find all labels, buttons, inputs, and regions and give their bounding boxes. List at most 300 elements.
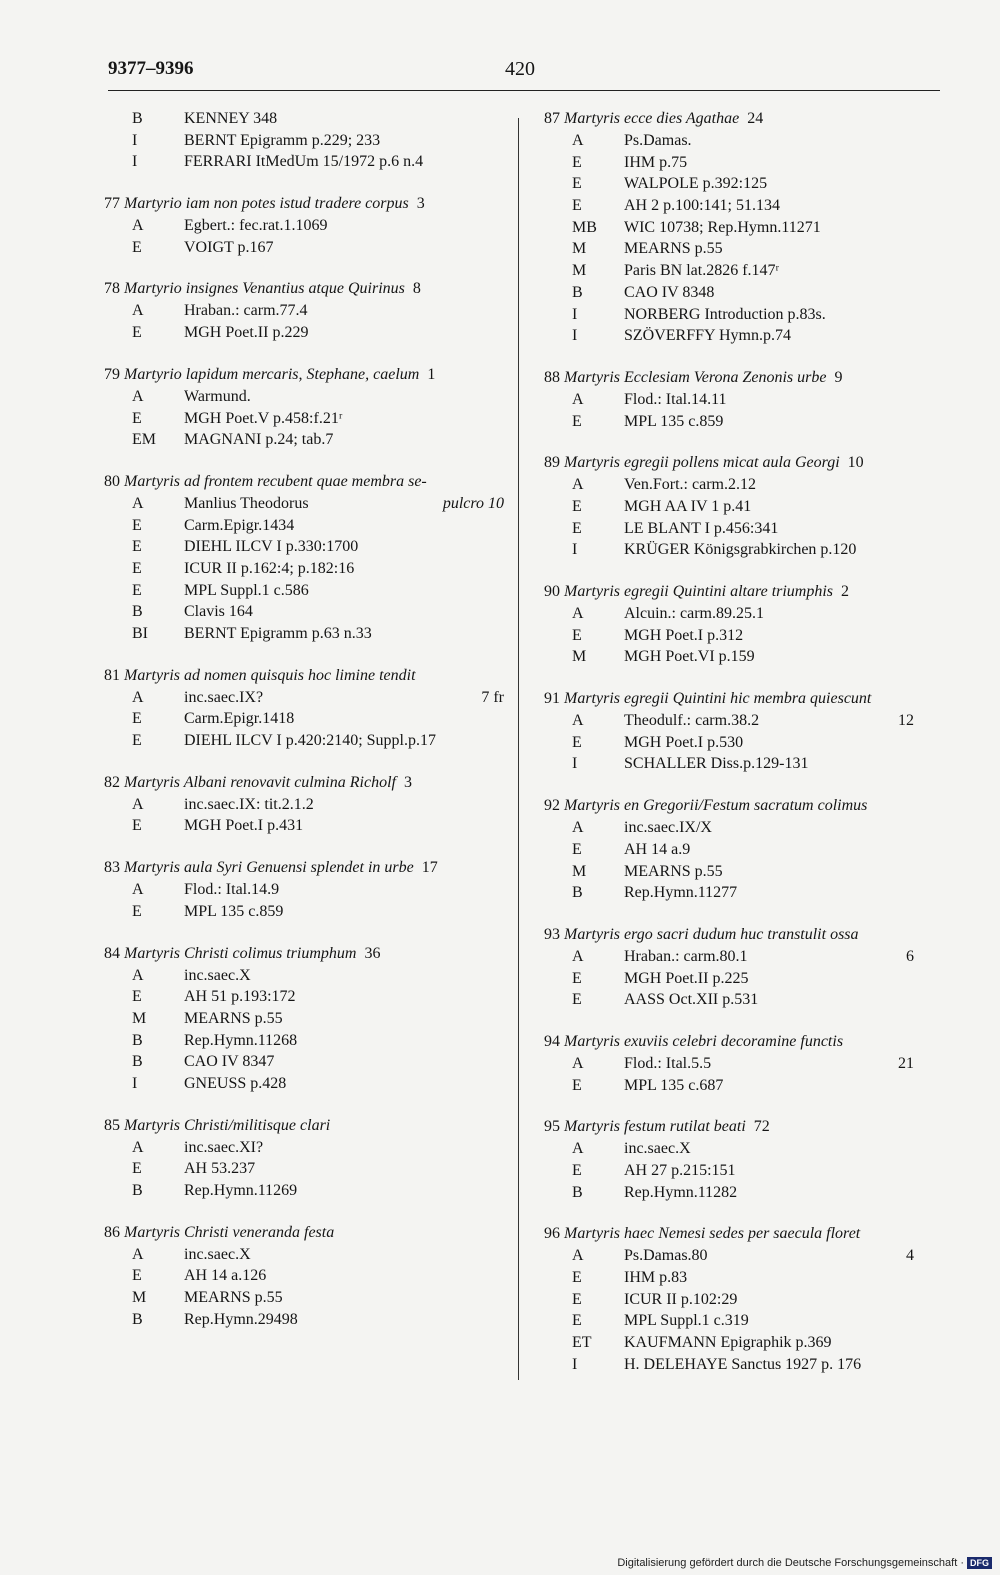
reference-code: E <box>572 840 582 858</box>
entry-heading <box>104 364 514 386</box>
reference-text: inc.saec.XI? <box>184 1138 264 1156</box>
entry-heading <box>104 1222 514 1244</box>
reference-code: B <box>132 110 143 127</box>
reference-text: MEARNS p.55 <box>184 1009 283 1027</box>
reference-text: inc.saec.X <box>184 1245 251 1263</box>
reference-row <box>104 965 514 987</box>
reference-text: FERRARI ItMedUm 15/1972 p.6 n.4 <box>184 153 424 171</box>
reference-aside: 6 <box>906 947 914 965</box>
reference-row <box>544 260 944 282</box>
reference-code: I <box>132 153 138 171</box>
reference-row <box>104 580 514 602</box>
reference-code: I <box>572 541 578 559</box>
reference-text: MPL 135 c.687 <box>624 1076 724 1094</box>
reference-row <box>544 710 944 732</box>
reference-code: A <box>132 881 144 899</box>
reference-code: A <box>132 966 144 984</box>
reference-row <box>104 601 514 623</box>
entry <box>104 943 514 1095</box>
entry-count: 24 <box>747 110 764 127</box>
entry-number: 93 <box>544 925 560 943</box>
reference-row <box>104 1008 514 1030</box>
reference-row <box>104 708 514 730</box>
reference-text: inc.saec.X <box>624 1140 691 1158</box>
left-column <box>104 108 514 1350</box>
reference-row <box>544 539 944 561</box>
reference-row <box>544 173 944 195</box>
reference-text: CAO IV 8348 <box>624 283 715 301</box>
reference-row <box>544 238 944 260</box>
reference-text: MGH Poet.VI p.159 <box>624 648 755 666</box>
entry-number: 92 <box>544 797 560 815</box>
reference-code: E <box>132 988 142 1006</box>
reference-code: A <box>132 387 144 405</box>
reference-text: H. DELEHAYE Sanctus 1927 p. 176 <box>624 1355 862 1373</box>
reference-row <box>544 817 944 839</box>
reference-code: A <box>132 302 144 320</box>
entry-heading <box>544 1223 944 1245</box>
reference-row <box>544 625 944 647</box>
reference-text: MEARNS p.55 <box>624 240 723 258</box>
entry <box>104 108 514 173</box>
reference-code: I <box>572 305 578 323</box>
entry-count: 10 <box>847 454 864 472</box>
reference-row <box>104 515 514 537</box>
reference-row <box>104 215 514 237</box>
entry <box>544 108 944 347</box>
reference-row <box>104 623 514 645</box>
entry-heading <box>104 943 514 965</box>
column-divider <box>518 118 519 1380</box>
reference-code: E <box>132 324 142 342</box>
reference-row <box>104 558 514 580</box>
reference-code: E <box>572 412 582 430</box>
entry-incipit: Martyris ergo sacri dudum huc transtulit ossa <box>564 925 859 943</box>
reference-code: E <box>572 1312 582 1330</box>
reference-code: E <box>572 519 582 537</box>
reference-row <box>544 304 944 326</box>
entry-heading <box>104 1115 514 1137</box>
entry-number: 88 <box>544 368 560 386</box>
reference-code: A <box>572 1140 584 1158</box>
entry-number: 80 <box>104 472 120 490</box>
reference-text: MPL 135 c.859 <box>184 902 284 920</box>
reference-text: BERNT Epigramm p.229; 233 <box>184 131 381 149</box>
reference-code: E <box>572 1269 582 1287</box>
reference-code: I <box>572 1355 578 1373</box>
entry-number: 90 <box>544 583 560 600</box>
reference-row <box>104 1309 514 1331</box>
entry-incipit: Martyris en Gregorii/Festum sacratum colimus <box>564 797 868 815</box>
footer-text: Digitalisierung gefördert durch die Deutsche Forschungsgemeinschaft · <box>617 1556 964 1569</box>
entry-number: 81 <box>104 666 120 684</box>
reference-text: MGH Poet.II p.225 <box>624 969 749 987</box>
reference-row <box>104 901 514 923</box>
reference-row <box>544 989 944 1011</box>
reference-aside: pulcro 10 <box>442 494 504 512</box>
reference-text: inc.saec.IX: tit.2.1.2 <box>184 795 314 813</box>
entry-incipit: Martyris aula Syri Genuensi splendet in urbe <box>124 859 414 877</box>
entry-incipit: Martyrio lapidum mercaris, Stephane, caelum <box>124 365 420 383</box>
entry <box>544 795 944 904</box>
entry <box>544 581 944 668</box>
reference-text: MGH AA IV 1 p.41 <box>624 497 752 515</box>
entry-incipit: Martyris egregii Quintini hic membra quiescunt <box>564 690 872 708</box>
reference-text: AH 14 a.9 <box>624 840 691 858</box>
reference-text: MPL 135 c.859 <box>624 412 724 430</box>
entry <box>104 278 514 343</box>
reference-text: Paris BN lat.2826 f.147ʳ <box>624 262 780 280</box>
reference-aside: 7 fr <box>481 688 504 706</box>
entry-count: 1 <box>427 365 436 383</box>
entry-incipit: Martyris ad nomen quisquis hoc limine tendit <box>124 666 416 684</box>
reference-code: B <box>132 1182 143 1199</box>
reference-row <box>104 108 514 130</box>
reference-text: Flod.: Ital.14.11 <box>624 390 727 408</box>
reference-row <box>544 1053 944 1075</box>
entry-incipit: Martyris Christi veneranda festa <box>124 1223 335 1241</box>
entry <box>544 1116 944 1203</box>
reference-text: Carm.Epigr.1434 <box>184 516 295 534</box>
reference-code: E <box>132 1160 142 1178</box>
reference-code: B <box>572 884 583 902</box>
reference-row <box>104 687 514 709</box>
reference-code: A <box>572 712 584 730</box>
reference-text: AH 51 p.193:172 <box>184 988 296 1006</box>
reference-row <box>104 1287 514 1309</box>
reference-text: MPL Suppl.1 c.319 <box>624 1312 749 1330</box>
entry-count: 72 <box>753 1118 770 1136</box>
reference-text: inc.saec.X <box>184 966 251 984</box>
reference-row <box>104 1158 514 1180</box>
reference-row <box>544 282 944 304</box>
entry <box>104 193 514 258</box>
reference-row <box>104 322 514 344</box>
reference-code: E <box>132 238 142 256</box>
reference-text: Flod.: Ital.5.5 <box>624 1054 712 1072</box>
reference-code: M <box>572 240 587 258</box>
reference-code: B <box>572 283 583 301</box>
reference-code: A <box>132 1245 144 1263</box>
reference-row <box>544 1289 944 1311</box>
reference-code: E <box>572 626 582 644</box>
entry-number: 96 <box>544 1225 560 1243</box>
reference-row <box>104 1137 514 1159</box>
reference-row <box>104 1180 514 1202</box>
reference-code: A <box>572 1054 584 1072</box>
reference-row <box>104 986 514 1008</box>
entry-count: 17 <box>421 859 438 877</box>
reference-code: E <box>132 817 142 835</box>
reference-text: KAUFMANN Epigraphik p.369 <box>624 1334 832 1352</box>
reference-code: I <box>132 131 138 149</box>
reference-code: E <box>572 1076 582 1094</box>
entry-heading <box>104 471 514 493</box>
entry <box>104 772 514 837</box>
reference-text: Alcuin.: carm.89.25.1 <box>624 605 764 622</box>
reference-code: E <box>572 197 582 215</box>
reference-code: E <box>132 409 142 427</box>
reference-row <box>104 386 514 408</box>
reference-row <box>544 1160 944 1182</box>
entry-incipit: Martyris haec Nemesi sedes per saecula floret <box>564 1225 861 1243</box>
reference-code: MB <box>572 218 597 236</box>
reference-row <box>104 237 514 259</box>
reference-row <box>544 130 944 152</box>
reference-row <box>544 496 944 518</box>
reference-row <box>544 1075 944 1097</box>
entry-number: 77 <box>104 195 120 213</box>
reference-code: B <box>132 1310 143 1328</box>
reference-row <box>104 1244 514 1266</box>
entry <box>104 364 514 451</box>
reference-code: E <box>572 969 582 987</box>
entry-heading <box>544 581 944 603</box>
reference-text: Egbert.: fec.rat.1.1069 <box>184 217 328 235</box>
entry <box>544 1223 944 1375</box>
entry-heading <box>104 772 514 794</box>
reference-text: MGH Poet.V p.458:f.21ʳ <box>184 409 343 427</box>
reference-text: MEARNS p.55 <box>184 1289 283 1307</box>
reference-text: AH 53.237 <box>184 1160 256 1178</box>
reference-code: A <box>572 947 584 965</box>
reference-text: DIEHL ILCV I p.330:1700 <box>184 538 359 556</box>
entry-incipit: Martyris Albani renovavit culmina Richolf <box>124 773 396 791</box>
reference-code: M <box>572 648 587 666</box>
entry-heading <box>544 108 944 130</box>
reference-code: A <box>572 1247 584 1265</box>
reference-text: MAGNANI p.24; tab.7 <box>184 431 334 449</box>
reference-code: A <box>572 132 584 149</box>
reference-row <box>104 1265 514 1287</box>
entry-number: 86 <box>104 1223 120 1241</box>
reference-text: SCHALLER Diss.p.129-131 <box>624 755 809 773</box>
reference-row <box>104 794 514 816</box>
reference-row <box>544 474 944 496</box>
reference-aside: 12 <box>898 712 914 730</box>
reference-row <box>544 1310 944 1332</box>
reference-row <box>104 429 514 451</box>
reference-row <box>544 518 944 540</box>
reference-code: E <box>572 1290 582 1308</box>
entry <box>544 1031 944 1096</box>
reference-row <box>544 946 944 968</box>
reference-code: E <box>572 733 582 751</box>
entry-number: 79 <box>104 365 120 383</box>
reference-code: B <box>132 603 143 621</box>
reference-code: E <box>132 581 142 599</box>
reference-text: MGH Poet.I p.431 <box>184 817 304 835</box>
reference-code: E <box>572 153 582 171</box>
reference-code: BI <box>132 625 148 642</box>
reference-code: I <box>572 755 578 773</box>
reference-row <box>104 1051 514 1073</box>
entry-incipit: Martyris exuviis celebri decoramine functis <box>564 1032 844 1050</box>
reference-text: Manlius Theodorus <box>184 494 309 512</box>
reference-code: B <box>132 1053 143 1071</box>
reference-text: MPL Suppl.1 c.586 <box>184 581 309 599</box>
reference-text: Rep.Hymn.11277 <box>624 884 738 902</box>
reference-text: inc.saec.IX/X <box>624 819 712 837</box>
reference-row <box>544 732 944 754</box>
reference-code: I <box>572 327 578 345</box>
reference-code: M <box>572 262 587 280</box>
reference-row <box>544 325 944 347</box>
reference-text: KENNEY 348 <box>184 110 278 127</box>
entry-incipit: Martyris Ecclesiam Verona Zenonis urbe <box>564 368 827 386</box>
reference-code: E <box>572 1162 582 1179</box>
reference-row <box>544 603 944 625</box>
reference-code: A <box>132 217 144 235</box>
reference-text: inc.saec.IX? <box>184 688 264 706</box>
reference-code: ET <box>572 1334 592 1352</box>
reference-text: Warmund. <box>184 387 251 405</box>
entry-count: 36 <box>364 944 381 962</box>
reference-row <box>544 195 944 217</box>
entry-number: 84 <box>104 944 120 962</box>
reference-code: E <box>572 991 582 1009</box>
reference-code: EM <box>132 431 156 449</box>
reference-row <box>544 389 944 411</box>
reference-row <box>104 130 514 152</box>
entry-heading <box>104 278 514 300</box>
entry-number: 85 <box>104 1116 120 1134</box>
reference-text: ICUR II p.162:4; p.182:16 <box>184 559 355 577</box>
reference-text: GNEUSS p.428 <box>184 1074 287 1092</box>
entry <box>104 471 514 645</box>
reference-code: M <box>132 1009 147 1027</box>
reference-row <box>544 1354 944 1376</box>
entry <box>104 857 514 922</box>
reference-row <box>104 536 514 558</box>
entry-number: 83 <box>104 859 120 877</box>
reference-code: A <box>572 605 584 622</box>
entry-heading <box>544 924 944 946</box>
reference-text: AH 27 p.215:151 <box>624 1162 736 1179</box>
reference-text: MGH Poet.I p.312 <box>624 626 744 644</box>
entry-heading <box>544 452 944 474</box>
reference-row <box>104 1073 514 1095</box>
entry <box>544 452 944 561</box>
reference-text: MEARNS p.55 <box>624 862 723 880</box>
reference-code: E <box>572 497 582 515</box>
reference-code: E <box>132 902 142 920</box>
reference-text: MGH Poet.II p.229 <box>184 324 309 342</box>
reference-code: A <box>132 494 144 512</box>
entry-number: 91 <box>544 690 560 708</box>
reference-row <box>544 217 944 239</box>
entry-incipit: Martyris egregii Quintini altare triumphis <box>564 583 834 600</box>
reference-text: IHM p.83 <box>624 1269 688 1287</box>
reference-code: E <box>132 732 142 750</box>
reference-code: E <box>132 710 142 728</box>
entry-number: 87 <box>544 110 560 127</box>
reference-text: MGH Poet.I p.530 <box>624 733 744 751</box>
reference-row <box>104 730 514 752</box>
entry-incipit: Martyrio iam non potes istud tradere corpus <box>124 195 409 213</box>
reference-text: ICUR II p.102:29 <box>624 1290 738 1308</box>
reference-code: M <box>132 1289 147 1307</box>
reference-code: A <box>132 1138 144 1156</box>
header-rule <box>108 90 940 91</box>
reference-text: Ps.Damas.80 <box>624 1247 708 1265</box>
reference-text: Rep.Hymn.11282 <box>624 1183 738 1201</box>
reference-code: A <box>572 476 584 494</box>
reference-row <box>544 968 944 990</box>
reference-row <box>544 882 944 904</box>
reference-text: DIEHL ILCV I p.420:2140; Suppl.p.17 <box>184 732 436 750</box>
reference-code: E <box>132 516 142 534</box>
entry-number: 78 <box>104 280 120 298</box>
entry-incipit: Martyris ad frontem recubent quae membra se- <box>124 472 427 490</box>
reference-text: IHM p.75 <box>624 153 688 171</box>
reference-code: A <box>572 819 584 837</box>
reference-text: BERNT Epigramm p.63 n.33 <box>184 625 372 642</box>
reference-row <box>544 1182 944 1204</box>
reference-code: I <box>132 1074 138 1092</box>
entry-count: 3 <box>403 773 412 791</box>
entry-heading <box>544 795 944 817</box>
entry <box>104 1115 514 1202</box>
dfg-logo: DFG <box>967 1557 992 1569</box>
reference-text: CAO IV 8347 <box>184 1053 275 1071</box>
entry-incipit: Martyris Christi/militisque clari <box>124 1116 331 1134</box>
reference-code: E <box>132 1267 142 1285</box>
entry-count: 8 <box>412 280 421 298</box>
reference-row <box>544 839 944 861</box>
reference-text: AH 2 p.100:141; 51.134 <box>624 197 780 215</box>
reference-row <box>104 815 514 837</box>
reference-code: M <box>572 862 587 880</box>
reference-row <box>104 1030 514 1052</box>
entry <box>544 688 944 775</box>
entry-number: 89 <box>544 454 560 472</box>
entry-incipit: Martyris Christi colimus triumphum <box>124 944 357 962</box>
right-column <box>544 108 944 1396</box>
reference-text: SZÖVERFFY Hymn.p.74 <box>624 327 791 345</box>
reference-text: AASS Oct.XII p.531 <box>624 991 759 1009</box>
entry-heading <box>544 367 944 389</box>
entry-count: 2 <box>841 583 850 600</box>
reference-text: NORBERG Introduction p.83s. <box>624 305 826 323</box>
entry-heading <box>104 193 514 215</box>
entry-number: 82 <box>104 773 120 791</box>
reference-code: A <box>132 688 144 706</box>
footer <box>617 1557 992 1569</box>
entry-heading <box>544 1116 944 1138</box>
reference-row <box>544 1138 944 1160</box>
reference-row <box>544 411 944 433</box>
reference-code: E <box>572 175 582 193</box>
entry-number: 94 <box>544 1032 560 1050</box>
reference-code: B <box>572 1183 583 1201</box>
entry-heading <box>544 1031 944 1053</box>
reference-text: Carm.Epigr.1418 <box>184 710 295 728</box>
entry-incipit: Martyris egregii pollens micat aula Georgi <box>564 454 840 472</box>
entry <box>104 665 514 752</box>
reference-row <box>544 646 944 668</box>
reference-text: LE BLANT I p.456:341 <box>624 519 779 537</box>
header-range: 9377–9396 <box>108 58 194 79</box>
reference-text: Flod.: Ital.14.9 <box>184 881 280 899</box>
entry-count: 3 <box>416 195 425 213</box>
reference-text: Theodulf.: carm.38.2 <box>624 712 760 730</box>
reference-text: Clavis 164 <box>184 603 253 621</box>
entry-incipit: Martyris ecce dies Agathae <box>564 110 740 127</box>
reference-text: Hraban.: carm.77.4 <box>184 302 308 320</box>
entry-heading <box>104 857 514 879</box>
entry-heading <box>104 665 514 687</box>
